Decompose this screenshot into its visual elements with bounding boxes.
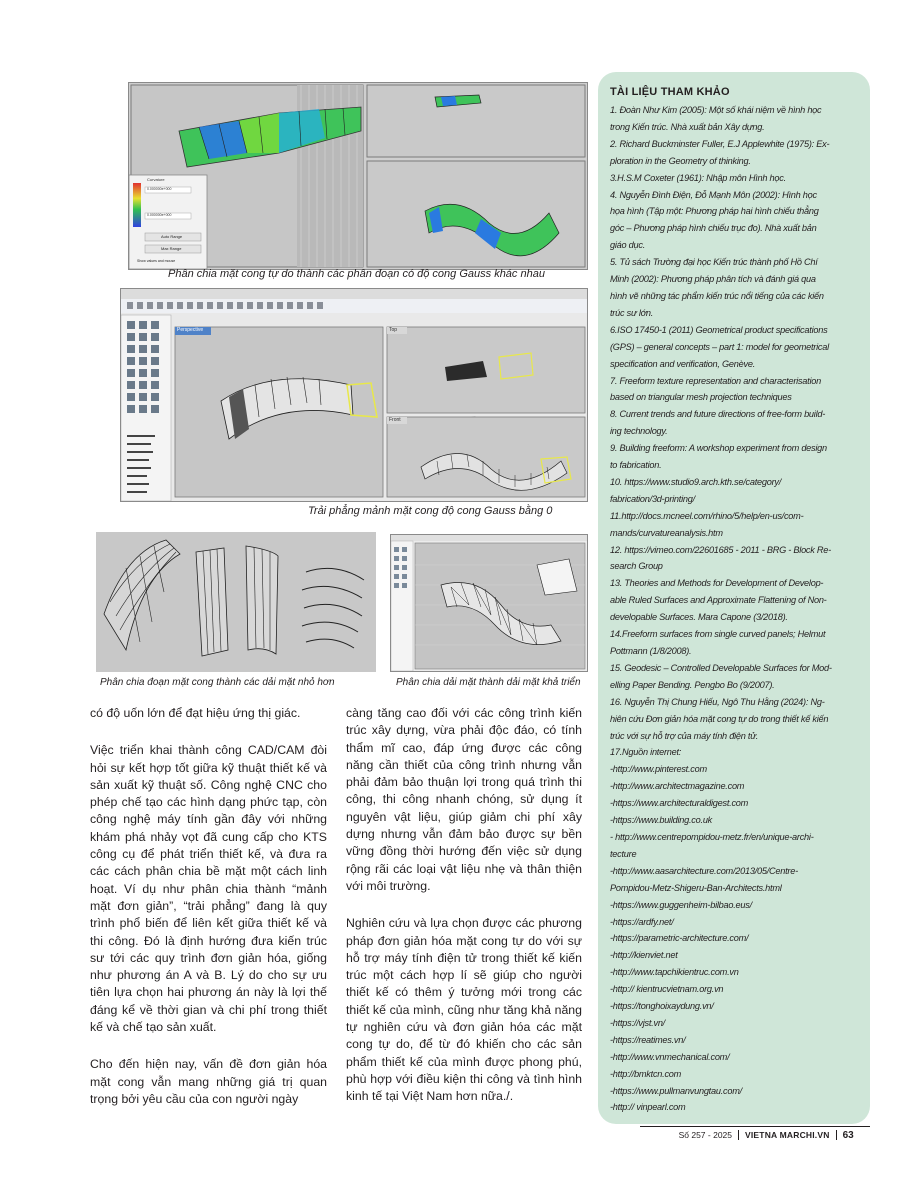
reference-line: -http://kienviet.net: [610, 950, 678, 961]
reference-line: -https://reatimes.vn/: [610, 1034, 686, 1045]
viewport-label-perspective[interactable]: Perspective: [177, 327, 204, 333]
figure-flattening: [120, 288, 588, 502]
figure-curvature-analysis: [128, 82, 588, 270]
reference-line: fabrication/3d-printing/: [610, 493, 695, 504]
reference-line: -http://www.aasarchitecture.com/2013/05/Centre-: [610, 865, 798, 876]
paragraph: càng tăng cao đối với các công trình kiến trúc xây dựng, vừa phải độc đáo, có tính thẩm mĩ cao, đáp ứng được các công năng cần thiết của công trình nhưng vẫn phải đảm bảo thuận lợi trong quá trình thi công, thi công nhanh chóng, sử dụng ít nguyên vật liệu, giúp giảm chi phí xây dựng nhưng vẫn đảm bảo được sự bền vững đồng thời hướng đến việc sử dụng rộng rãi các loại vật liệu nhẹ và thân thiện với môi trường.: [346, 706, 582, 893]
reference-line: họa hình (Tập một: Phương pháp hai hình chiếu thẳng: [610, 206, 819, 217]
reference-line: 14.Freeform surfaces from single curved panels; Helmut: [610, 629, 826, 640]
reference-line: Pompidou-Metz-Shigeru-Ban-Architects.html: [610, 882, 782, 893]
reference-line: search Group: [610, 561, 663, 572]
reference-line: -http://www.tapchikientruc.com.vn: [610, 967, 739, 978]
magazine-brand: VIETNA MARCHI.VN: [738, 1130, 837, 1140]
reference-line: 10. https://www.studio9.arch.kth.se/category/: [610, 476, 782, 487]
reference-line: 6.ISO 17450-1 (2011) Geometrical product specifications: [610, 324, 828, 335]
figure-strip-division: [96, 532, 376, 672]
reference-line: -https://ardfy.net/: [610, 916, 674, 927]
paragraph: Cho đến hiện nay, vấn đề đơn giản hóa mặt cong vẫn mang những giá trị quan trọng bởi yêu cầu của con người ngày: [90, 1057, 327, 1106]
reference-line: trong Kiến trúc. Nhà xuất bản Xây dựng.: [610, 121, 765, 132]
reference-line: 11.http://docs.mcneel.com/rhino/5/help/en-us/com-: [610, 510, 804, 521]
reference-line: able Ruled Surfaces and Approximate Flattening of Non-: [610, 595, 827, 606]
reference-line: based on triangular mesh projection techniques: [610, 392, 792, 403]
references-title: TÀI LIỆU THAM KHẢO: [610, 86, 730, 98]
figure4-caption: Phân chia dải mặt thành dải mặt khả triển: [396, 677, 581, 688]
reference-line: giáo dục.: [610, 240, 646, 251]
reference-line: 8. Current trends and future directions of free-form build-: [610, 409, 826, 420]
reference-line: -http://www.architectmagazine.com: [610, 781, 745, 792]
reference-line: 16. Nguyễn Thị Chung Hiếu, Ngô Thu Hằng (2024): Ng-: [610, 696, 825, 707]
figure3-caption: Phân chia đoạn mặt cong thành các dải mặt nhỏ hơn: [100, 677, 335, 688]
reference-line: 3.H.S.M Coxeter (1961): Nhập môn Hình học.: [610, 172, 786, 183]
reference-line: -http://www.vnmechanical.com/: [610, 1051, 730, 1062]
reference-line: (GPS) – general concepts – part 1: model for geometrical: [610, 341, 829, 352]
paragraph: Nghiên cứu và lựa chọn được các phương pháp đơn giản hóa mặt cong tự do với sự hỗ trợ máy tính điện tử trong thiết kế kiến trúc một cách hợp lí sẽ giúp cho người thiết kế có thêm ý tưởng mới trong các thiết kế của mình, cũng như tăng khả năng tự nghiên cứu và đơn giản hóa các mặt cong tự do, để từ đó khiến cho các sản phẩm thiết kế của mình được phong phú, phù hợp với điều kiện thi công và tình hình kinh tế tại Việt Nam hơn nữa./.: [346, 916, 582, 1104]
reference-line: -https://www.pullmanvungtau.com/: [610, 1085, 742, 1096]
reference-line: mands/curvatureanalysis.htm: [610, 527, 723, 538]
reference-line: -http://www.pinterest.com: [610, 764, 707, 775]
references-list: [610, 102, 860, 1116]
reference-line: -https://www.architecturaldigest.com: [610, 798, 749, 809]
reference-line: ploration in the Geometry of thinking.: [610, 155, 751, 166]
reference-line: specification and verification, Genève.: [610, 358, 755, 369]
reference-line: elling Paper Bending. Pengbo Bo (9/2007).: [610, 679, 775, 690]
paragraph: có độ uốn lớn để đạt hiệu ứng thị giác.: [90, 706, 301, 720]
show-values-checkbox[interactable]: Show values and mouse: [137, 259, 176, 263]
auto-range-button[interactable]: Auto Range: [161, 234, 183, 239]
reference-line: -https://parametric-architecture.com/: [610, 933, 749, 944]
reference-line: hình vẽ những tác phẩm kiến trúc nổi tiếng của các kiến: [610, 290, 824, 301]
reference-line: 15. Geodesic – Controlled Developable Surfaces for Mod-: [610, 662, 832, 673]
reference-line: 9. Building freeform: A workshop experiment from design: [610, 443, 827, 454]
body-column-2: [346, 705, 582, 1106]
references-sidebar: [598, 72, 870, 1124]
reference-line: 17.Nguồn internet:: [610, 747, 682, 758]
reference-line: - http://www.centrepompidou-metz.fr/en/unique-archi-: [610, 831, 814, 842]
reference-line: ing technology.: [610, 426, 668, 437]
figure-developable-strips: [390, 534, 588, 672]
reference-line: -http:// kientrucvietnam.org.vn: [610, 984, 724, 995]
body-column-1: [90, 705, 327, 1108]
reference-line: -https://www.guggenheim-bilbao.eus/: [610, 899, 752, 910]
reference-line: trúc sư lớn.: [610, 307, 654, 318]
issue-number: Số 257 - 2025: [678, 1130, 732, 1140]
viewport-label-front[interactable]: Front: [389, 417, 401, 423]
page-footer: [640, 1126, 870, 1143]
reference-line: góc – Phương pháp hình chiếu trục đo). Nhà xuất bản: [610, 223, 817, 234]
reference-line: tecture: [610, 848, 637, 859]
paragraph: Việc triển khai thành công CAD/CAM đòi hỏi sự kết hợp tốt giữa kỹ thuật thiết kế và sản xuất kỹ thuật số. Công nghệ CNC cho phép chế tạo các hình dạng phức tạp, còn công nghệ máy tính gần đây với những khám phá nhảy vọt đã cung cấp cho KTS công cụ để phát triển thiết kế, và đưa ra các cách phân chia bề mặt một cách linh hoạt. Ví dụ như phân chia thành “mảnh mặt đơn giản”, “trải phẳng” đang là quy trình phổ biến để liên kết giữa thiết kế và thi công. Đó là định hướng đưa kiến trúc sư tới các quy trình đơn giản hóa, giống như phương án A và B. Lý do cho sự ưu tiên lựa chọn hai phương án này là lợi thế đáng kể về thời gian và chi phí trong thiết kế và chế tạo sản xuất.: [90, 743, 327, 1035]
figure-strip-image: [96, 532, 376, 672]
curvature-value-min: 0.000000e+000: [147, 213, 172, 217]
reference-line: 5. Tủ sách Trường đại học Kiến trúc thành phố Hồ Chí: [610, 257, 818, 268]
reference-line: -http://bmktcn.com: [610, 1068, 682, 1079]
max-range-button[interactable]: Max Range: [161, 246, 182, 251]
reference-line: 7. Freeform texture representation and characterisation: [610, 375, 821, 386]
figure1-caption: Phân chia mặt cong tự do thành các phân đoạn có độ cong Gauss khác nhau: [168, 268, 545, 280]
reference-line: Pottmann (1/8/2008).: [610, 646, 692, 656]
reference-line: 2. Richard Buckminster Fuller, E.J Applewhite (1975): Ex-: [610, 138, 830, 149]
reference-line: 13. Theories and Methods for Development of Develop-: [610, 578, 824, 589]
reference-line: -https://tonghoixaydung.vn/: [610, 1001, 714, 1012]
figure2-caption: Trải phẳng mảnh mặt cong độ cong Gauss bằng 0: [308, 505, 553, 517]
reference-line: -https://www.building.co.uk: [610, 815, 713, 826]
reference-line: -http:// vinpearl.com: [610, 1102, 686, 1113]
reference-line: -https://vjst.vn/: [610, 1017, 665, 1028]
page-number: 63: [842, 1129, 854, 1141]
figure-flattening-image: [121, 289, 587, 501]
viewport-label-top[interactable]: Top: [389, 327, 398, 333]
reference-line: to fabrication.: [610, 460, 662, 471]
curvature-panel-title: Curvature: [147, 177, 165, 182]
reference-line: developable Surfaces. Mara Capone (3/2018).: [610, 612, 788, 623]
reference-line: 4. Nguyễn Đình Điện, Đỗ Mạnh Môn (2002): Hình học: [610, 189, 817, 200]
reference-line: Minh (2002): Phương pháp phân tích và đánh giá qua: [610, 274, 816, 285]
reference-line: 12. https://vimeo.com/22601685 - 2011 - BRG - Block Re-: [610, 544, 831, 555]
figure-curvature-image: [129, 83, 587, 269]
figure-developable-image: [391, 535, 587, 671]
curvature-value-max: 0.000000e+000: [147, 187, 172, 191]
reference-line: trúc với sự hỗ trợ của máy tính điện tử.: [610, 730, 759, 741]
reference-line: 1. Đoàn Như Kim (2005): Một số khái niệm về hình học: [610, 105, 822, 115]
reference-line: hiên cứu Đơn giản hóa mặt cong tự do trong thiết kế kiến: [610, 713, 829, 724]
